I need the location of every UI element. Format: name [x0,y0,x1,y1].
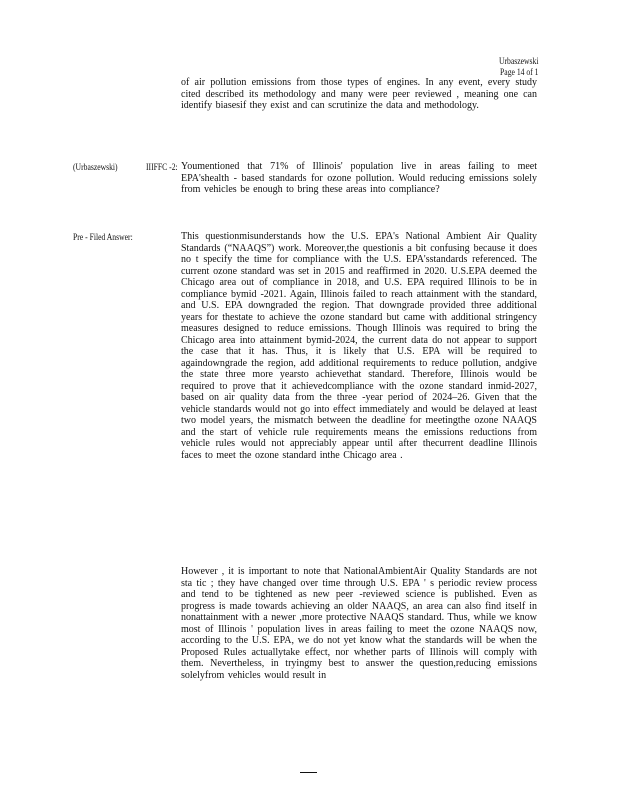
answer-paragraph-1: This questionmisunderstands how the U.S. EPA's National Ambient Air Quality Standards (“NAAQS”) work. Moreover,the questionis a bit confusing because it does no t specify the time for compliance with the U.S. EPA'sstandards referenced. The current ozone standard was set in 2015 and reaffirmed in 2020. U.S.EPA deemed the Chicago area out of compliance in 2018, and U.S. EPA required Illinois to be in compliance bymid -2021. Again, Illinois failed to reach attainment with the standard, and U.S. EPA downgraded the region. That downgrade provided three additional years for thestate to achieve the ozone standard but came with additional stringency measures designed to reduce emissions. Though Illinois was required to bring the Chicago area into attainment bymid-2024, the current data do not appear to support the case that it has. Thus, it is likely that U.S. EPA will be required to againdowngrade the region, add additional requirements to reduce pollution, andgive the state three more yearsto achievethat standard. Therefore, Illinois would be required to prove that it achievedcompliance with the ozone standard inmid-2027, based on air quality data from the three -year period of 2024–26. Given that the vehicle standards would not go into effect immediately and would be delayed at least two model years, the mismatch between the deadline for meetingthe ozone NAAQS and the start of vehicle rule requirements means the emissions reductions from vehicle rules would not appreciably appear until after thecurrent deadline Illinois faces to meet the ozone standard inthe Chicago area . [181,231,537,461]
header-page-number: Page 14 of 1 [499,67,538,77]
question-text: Youmentioned that 71% of Illinois' population live in areas failing to meet EPA'shealth - based standards for ozone pollution. Would reducing emissions solely from vehicles be enough to bring these areas into compliance? [181,161,537,195]
question-witness-label: (Urbaszewski) [73,162,118,172]
answer-paragraph-2: However , it is important to note that NationalAmbientAir Quality Standards are not sta tic ; they have changed over time through U.S. EPA ' s periodic review process and tend to be tightened as new peer -reviewed science is published. Even as progress is made towards achieving an older NAAQS, an area can also find itself in nonattainment with a newer ,more protective NAAQS standard. Thus, while we know most of Illinois ' population lives in areas failing to meet the ozone NAAQS now, according to the U.S. EPA, we do not yet know what the standards will be when the Proposed Rules actuallytake effect, nor whether parts of Illinois will comply with them. Nevertheless, in tryingmy best to answer the question,reducing emissions solelyfrom vehicles would result in [181,566,537,681]
page-header [498,56,538,78]
footer-rule [300,772,317,773]
answer-label: Pre - Filed Answer: [73,232,133,242]
question-number-label: IIIFFC -2: [146,162,178,172]
header-author: Urbaszewski [498,56,538,66]
continuation-paragraph: of air pollution emissions from those types of engines. In any event, every study cited described its methodology and many were peer reviewed , meaning one can identify biasesif they exist and can scrutinize the data and methodology. [181,77,537,111]
